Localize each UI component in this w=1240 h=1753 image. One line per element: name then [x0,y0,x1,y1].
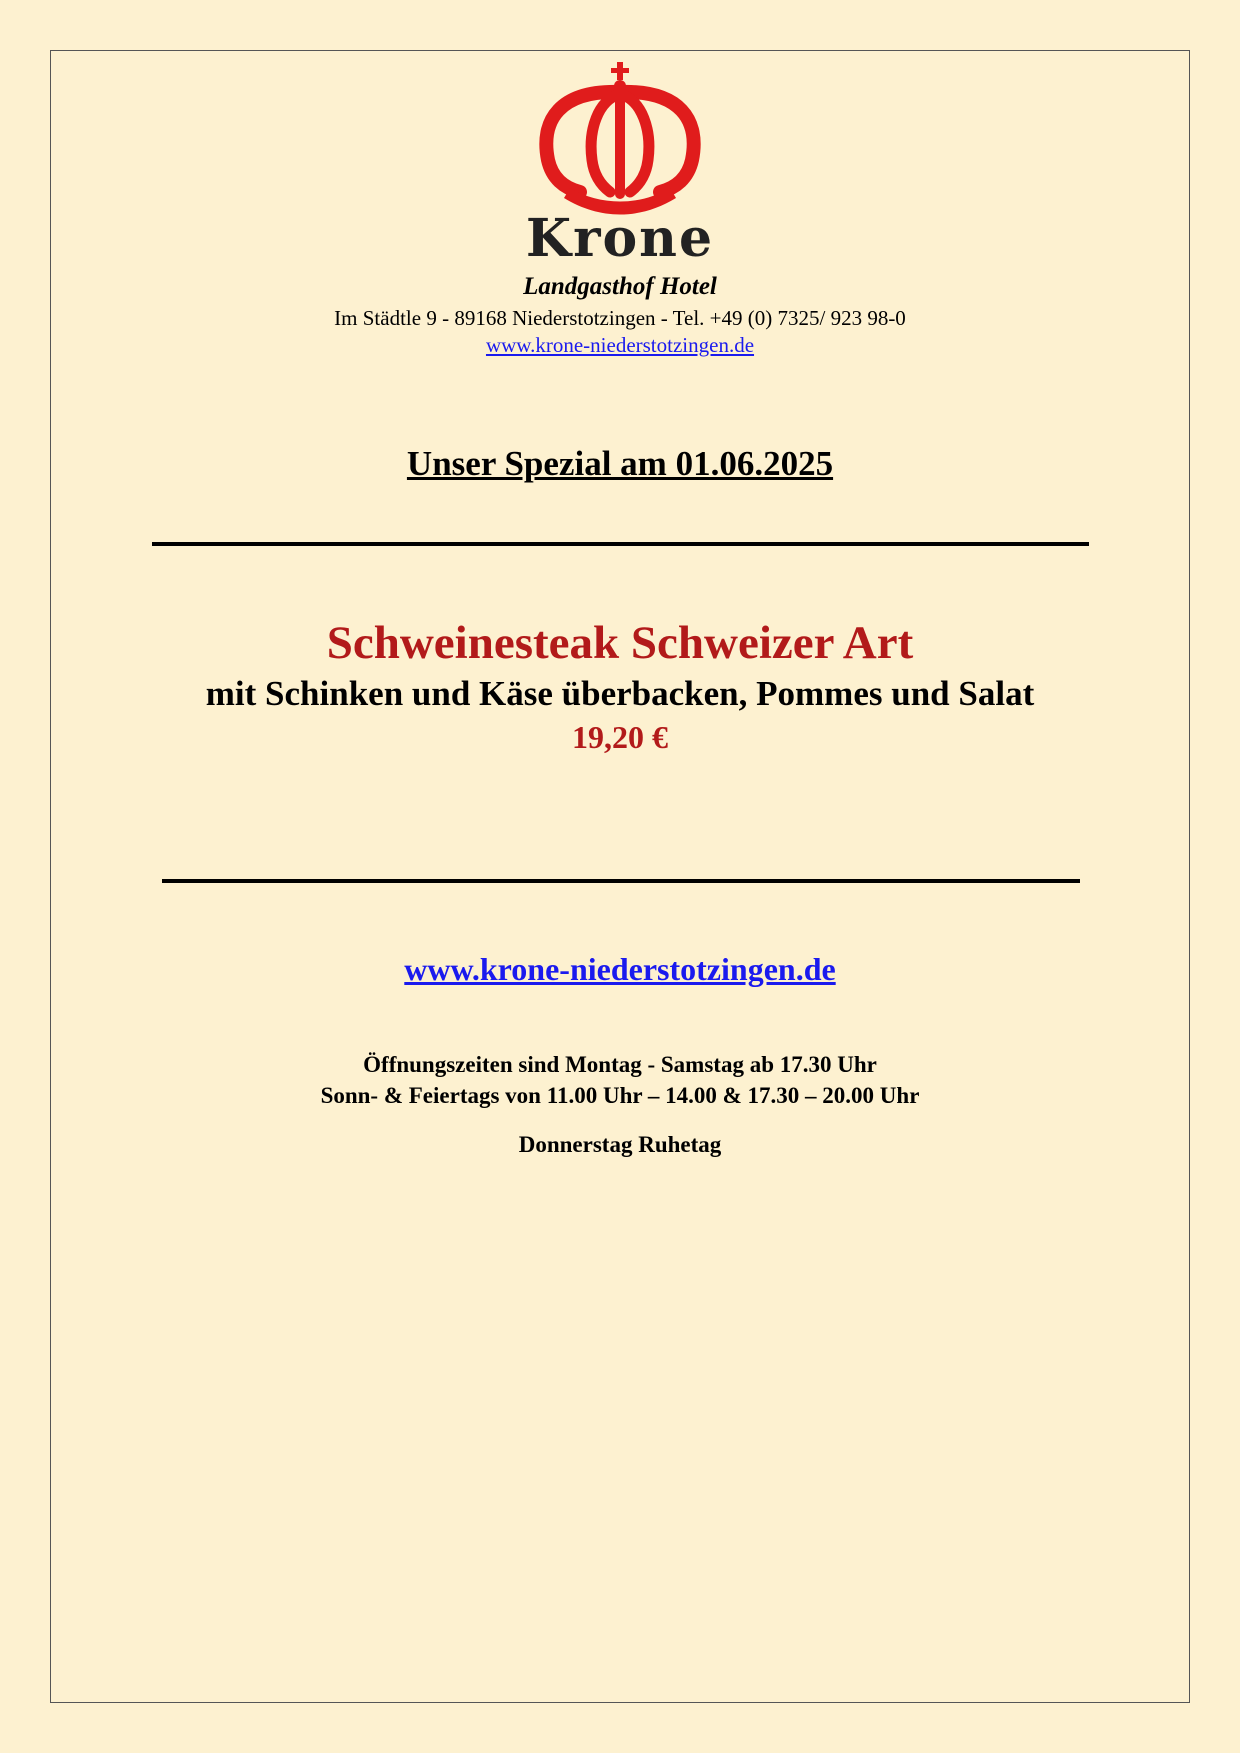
divider-top [152,542,1089,546]
footer-website-link[interactable]: www.krone-niederstotzingen.de [404,951,836,987]
closed-day: Donnerstag Ruhetag [518,1132,722,1157]
header-website-container [50,332,1190,358]
special-heading: Unser Spezial am 01.06.2025 [406,444,834,483]
opening-hours-holidays: Sonn- & Feiertags von 11.00 Uhr – 14.00 & 17.30 – 20.00 Uhr [320,1083,920,1108]
divider-bottom [162,879,1080,883]
dish-price: 19,20 € [572,719,668,755]
dish-description: mit Schinken und Käse überbacken, Pommes und Salat [205,674,1035,713]
dish-name: Schweinesteak Schweizer Art [326,617,914,669]
logo-wordmark: Krone [525,208,715,260]
hotel-address: Im Städtle 9 - 89168 Niederstotzingen - Tel. +49 (0) 7325/ 923 98-0 [334,306,906,330]
footer-website-container [50,948,1190,990]
crown-icon [520,60,720,260]
opening-hours-weekdays: Öffnungszeiten sind Montag - Samstag ab 17.30 Uhr [363,1052,877,1077]
header-website-link[interactable]: www.krone-niederstotzingen.de [485,333,755,357]
hotel-subtitle: Landgasthof Hotel [523,273,717,300]
krone-logo [520,60,720,260]
